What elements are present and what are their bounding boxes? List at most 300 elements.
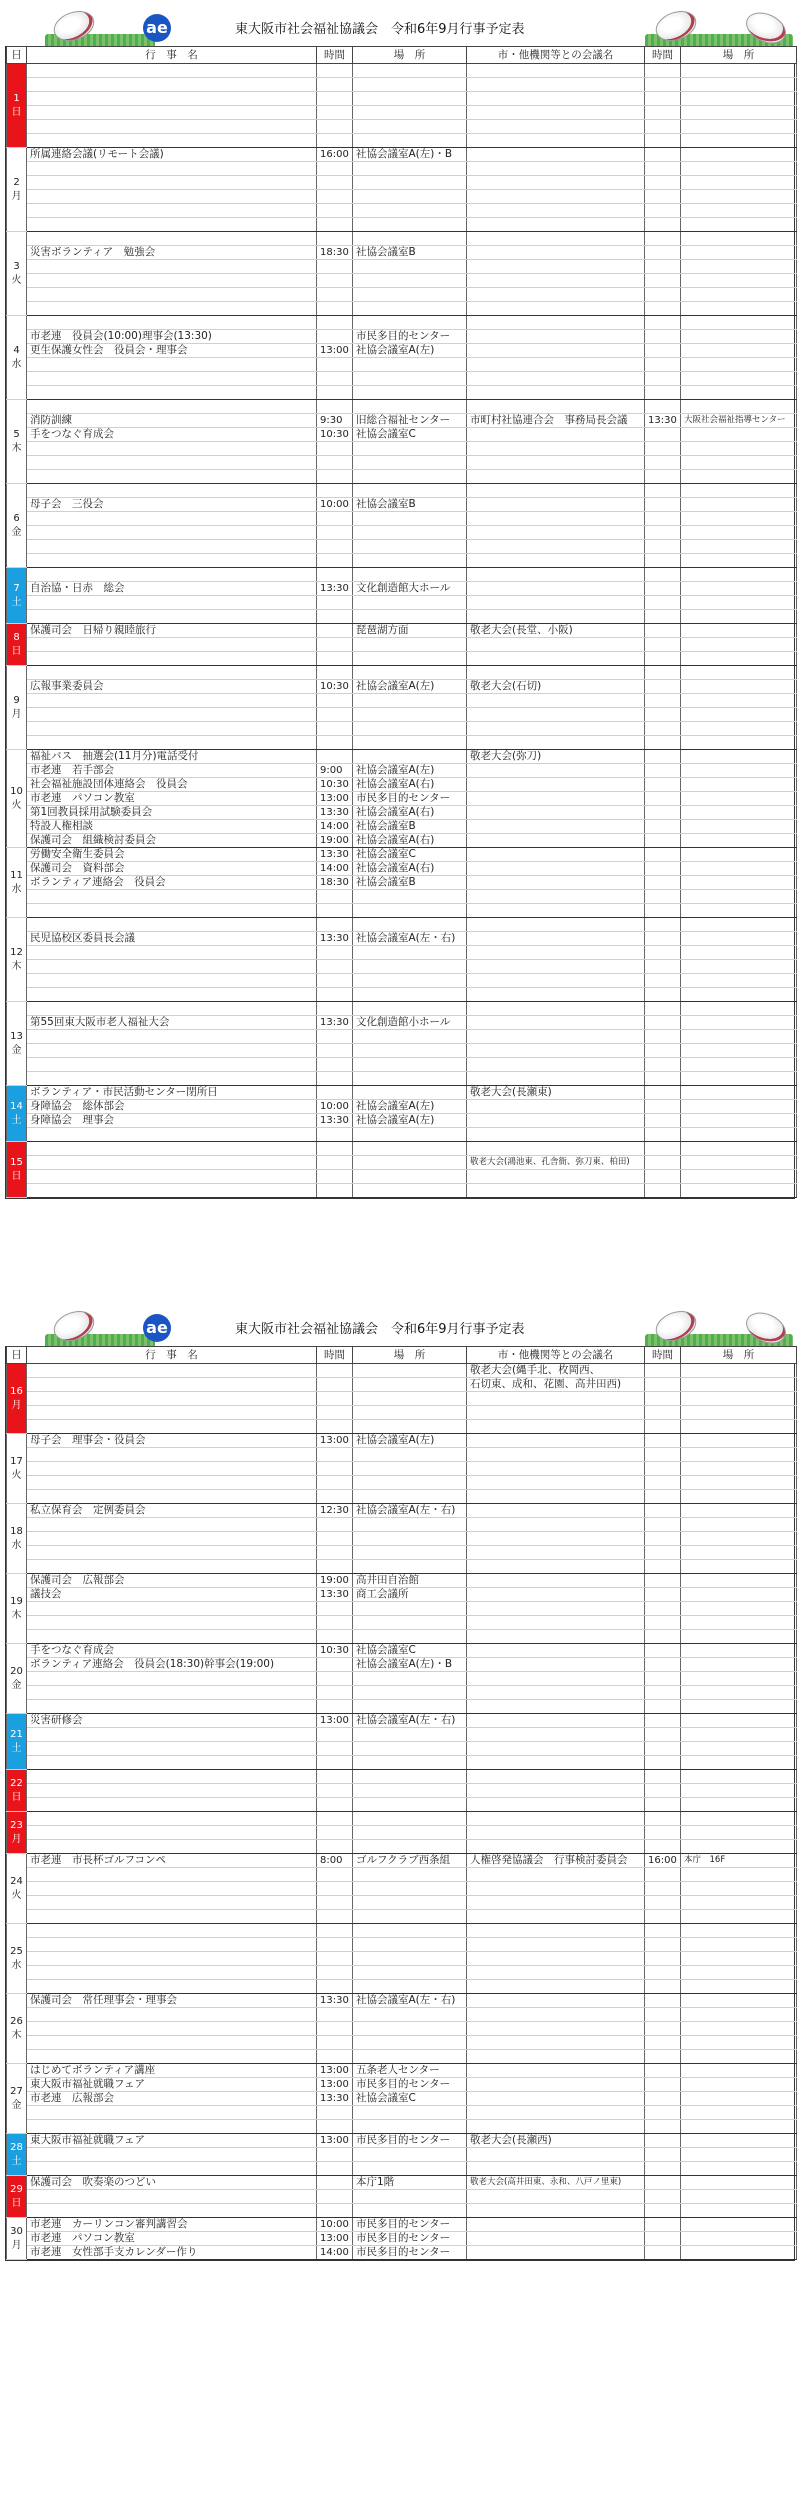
external-time — [645, 1770, 681, 1784]
external-place — [681, 1448, 797, 1462]
external-meeting — [467, 512, 645, 526]
event-name — [27, 2022, 317, 2036]
external-time — [645, 1896, 681, 1910]
external-time — [645, 1044, 681, 1058]
table-row — [7, 1686, 797, 1700]
event-name: 身障協会 理事会 — [27, 1114, 317, 1128]
external-meeting — [467, 78, 645, 92]
external-place — [681, 1686, 797, 1700]
external-place — [681, 316, 797, 330]
event-name — [27, 302, 317, 316]
external-meeting — [467, 1490, 645, 1504]
table-row — [7, 1924, 797, 1938]
external-time — [645, 386, 681, 400]
table-row — [7, 904, 797, 918]
external-place — [681, 1756, 797, 1770]
day-number: 7 — [13, 582, 20, 594]
event-place — [353, 1044, 467, 1058]
event-time — [317, 652, 353, 666]
event-name: 東大阪市福祉就職フェア — [27, 2078, 317, 2092]
external-place — [681, 694, 797, 708]
external-time — [645, 1420, 681, 1434]
day-cell — [7, 1714, 27, 1770]
day-number: 10 — [10, 785, 23, 797]
external-meeting — [467, 1952, 645, 1966]
external-place — [681, 2204, 797, 2218]
event-place: 社協会議室A(右) — [353, 806, 467, 820]
event-time — [317, 1616, 353, 1630]
event-place — [353, 1378, 467, 1392]
event-time: 10:00 — [317, 1100, 353, 1114]
header-other: 市・他機関等との会議名 — [467, 1347, 645, 1364]
event-name: はじめてボランティア講座 — [27, 2064, 317, 2078]
day-number: 18 — [10, 1525, 23, 1537]
external-place — [681, 1616, 797, 1630]
table-row — [7, 1072, 797, 1086]
table-row — [7, 2106, 797, 2120]
event-place: 市民多目的センター — [353, 2232, 467, 2246]
event-name — [27, 736, 317, 750]
external-time — [645, 2246, 681, 2260]
event-place — [353, 750, 467, 764]
event-name — [27, 1406, 317, 1420]
external-place — [681, 750, 797, 764]
external-meeting — [467, 1840, 645, 1854]
event-name: 市老連 役員会(10:00)理事会(13:30) — [27, 330, 317, 344]
day-cell — [7, 666, 27, 750]
external-time — [645, 1128, 681, 1142]
external-place — [681, 1896, 797, 1910]
event-name — [27, 1170, 317, 1184]
day-cell — [7, 1924, 27, 1994]
event-time — [317, 512, 353, 526]
external-time — [645, 960, 681, 974]
table-row — [7, 834, 797, 848]
event-name: 保護司会 吹奏楽のつどい — [27, 2176, 317, 2190]
day-cell — [7, 64, 27, 148]
event-place: 五条老人センター — [353, 2064, 467, 2078]
external-time — [645, 568, 681, 582]
external-meeting — [467, 1574, 645, 1588]
external-place — [681, 246, 797, 260]
event-time — [317, 1128, 353, 1142]
event-place — [353, 1700, 467, 1714]
external-time — [645, 344, 681, 358]
table-row — [7, 764, 797, 778]
external-meeting — [467, 1030, 645, 1044]
table-row — [7, 918, 797, 932]
table-row — [7, 1812, 797, 1826]
table-row — [7, 1490, 797, 1504]
event-time — [317, 1420, 353, 1434]
external-time — [645, 498, 681, 512]
event-time — [317, 1980, 353, 1994]
external-meeting — [467, 2162, 645, 2176]
event-place — [353, 652, 467, 666]
event-name — [27, 1840, 317, 1854]
external-time — [645, 708, 681, 722]
external-meeting — [467, 260, 645, 274]
table-row — [7, 750, 797, 764]
event-place: 市民多目的センター — [353, 792, 467, 806]
external-meeting — [467, 1868, 645, 1882]
external-meeting — [467, 484, 645, 498]
external-time — [645, 2204, 681, 2218]
external-meeting — [467, 1518, 645, 1532]
external-meeting — [467, 974, 645, 988]
event-name: 東大阪市福祉就職フェア — [27, 2134, 317, 2148]
event-name: ボランティア連絡会 役員会(18:30)幹事会(19:00) — [27, 1658, 317, 1672]
event-time: 13:00 — [317, 1434, 353, 1448]
external-time — [645, 946, 681, 960]
table-row — [7, 414, 797, 428]
event-place: 社協会議室A(左・右) — [353, 1714, 467, 1728]
external-meeting — [467, 988, 645, 1002]
external-place — [681, 2246, 797, 2260]
event-name — [27, 1812, 317, 1826]
event-name — [27, 64, 317, 78]
external-place — [681, 1170, 797, 1184]
table-row — [7, 1994, 797, 2008]
external-time — [645, 624, 681, 638]
weekday: 金 — [11, 1679, 22, 1691]
event-time: 13:30 — [317, 1994, 353, 2008]
weekday: 土 — [11, 1114, 22, 1126]
external-meeting — [467, 1476, 645, 1490]
event-place: 社協会議室C — [353, 2092, 467, 2106]
event-name: 市老連 女性部手支カレンダー作り — [27, 2246, 317, 2260]
event-place — [353, 722, 467, 736]
event-place: 文化創造館大ホール — [353, 582, 467, 596]
event-time — [317, 190, 353, 204]
external-place — [681, 890, 797, 904]
external-meeting — [467, 190, 645, 204]
header-other: 市・他機関等との会議名 — [467, 47, 645, 64]
external-meeting — [467, 162, 645, 176]
weekday: 月 — [11, 1399, 22, 1411]
external-place — [681, 960, 797, 974]
event-place — [353, 974, 467, 988]
external-meeting: 敬老大会(長瀬西) — [467, 2134, 645, 2148]
event-place — [353, 904, 467, 918]
external-time — [645, 974, 681, 988]
day-cell — [7, 1644, 27, 1714]
external-time — [645, 358, 681, 372]
external-time — [645, 1672, 681, 1686]
external-meeting — [467, 1016, 645, 1030]
event-name: 市老連 パソコン教室 — [27, 792, 317, 806]
event-place: 社協会議室A(左・右) — [353, 932, 467, 946]
event-place — [353, 288, 467, 302]
table-row — [7, 1420, 797, 1434]
event-place: 旧総合福祉センター — [353, 414, 467, 428]
event-name — [27, 1756, 317, 1770]
external-place — [681, 120, 797, 134]
event-time — [317, 1728, 353, 1742]
external-time — [645, 330, 681, 344]
event-name — [27, 1980, 317, 1994]
external-place — [681, 260, 797, 274]
event-time — [317, 1476, 353, 1490]
header-place2: 場 所 — [681, 1347, 797, 1364]
day-number: 14 — [10, 1100, 23, 1112]
table-row — [7, 1602, 797, 1616]
event-place: 市民多目的センター — [353, 2134, 467, 2148]
external-meeting — [467, 1980, 645, 1994]
event-time — [317, 610, 353, 624]
event-name: 広報事業委員会 — [27, 680, 317, 694]
external-place — [681, 1644, 797, 1658]
external-place — [681, 792, 797, 806]
event-name — [27, 1966, 317, 1980]
event-place — [353, 1392, 467, 1406]
day-number: 23 — [10, 1819, 23, 1831]
event-place — [353, 708, 467, 722]
event-name — [27, 1476, 317, 1490]
external-time — [645, 750, 681, 764]
event-place — [353, 1840, 467, 1854]
table-row — [7, 1044, 797, 1058]
event-place: 社協会議室B — [353, 498, 467, 512]
external-meeting — [467, 134, 645, 148]
external-meeting — [467, 1826, 645, 1840]
event-time: 9:00 — [317, 764, 353, 778]
table-row — [7, 2050, 797, 2064]
external-place — [681, 134, 797, 148]
event-place — [353, 1058, 467, 1072]
table-row — [7, 274, 797, 288]
table-row — [7, 106, 797, 120]
event-time — [317, 2204, 353, 2218]
external-place — [681, 806, 797, 820]
external-place — [681, 540, 797, 554]
external-meeting — [467, 1644, 645, 1658]
external-place — [681, 1742, 797, 1756]
external-time — [645, 2106, 681, 2120]
external-time — [645, 2218, 681, 2232]
external-place — [681, 106, 797, 120]
event-name — [27, 106, 317, 120]
event-time — [317, 540, 353, 554]
event-place — [353, 1980, 467, 1994]
table-row — [7, 1504, 797, 1518]
table-row — [7, 1434, 797, 1448]
header-day: 日 — [7, 47, 27, 64]
event-name — [27, 512, 317, 526]
external-time — [645, 246, 681, 260]
external-meeting — [467, 1504, 645, 1518]
event-time — [317, 274, 353, 288]
day-cell — [7, 400, 27, 484]
event-place — [353, 554, 467, 568]
event-name: 手をつなぐ育成会 — [27, 428, 317, 442]
event-place: 社協会議室C — [353, 1644, 467, 1658]
external-meeting — [467, 1630, 645, 1644]
event-place — [353, 1476, 467, 1490]
event-name — [27, 694, 317, 708]
external-time — [645, 1504, 681, 1518]
external-time — [645, 1406, 681, 1420]
event-time — [317, 694, 353, 708]
external-time — [645, 904, 681, 918]
day-number: 12 — [10, 946, 23, 958]
event-place — [353, 1560, 467, 1574]
external-meeting — [467, 2232, 645, 2246]
event-time: 8:00 — [317, 1854, 353, 1868]
external-place — [681, 1714, 797, 1728]
table-row — [7, 736, 797, 750]
external-meeting — [467, 2078, 645, 2092]
external-meeting — [467, 1756, 645, 1770]
external-time — [645, 288, 681, 302]
day-number: 9 — [13, 694, 20, 706]
external-meeting — [467, 764, 645, 778]
day-cell — [7, 1086, 27, 1142]
event-name — [27, 400, 317, 414]
external-meeting — [467, 204, 645, 218]
table-row — [7, 2092, 797, 2106]
external-time — [645, 134, 681, 148]
event-name — [27, 1700, 317, 1714]
external-place — [681, 456, 797, 470]
external-meeting — [467, 736, 645, 750]
external-meeting — [467, 610, 645, 624]
event-time — [317, 2190, 353, 2204]
external-time — [645, 540, 681, 554]
event-time: 14:00 — [317, 862, 353, 876]
external-time — [645, 1714, 681, 1728]
event-place: 文化創造館小ホール — [353, 1016, 467, 1030]
external-meeting: 敬老大会(長瀬東) — [467, 1086, 645, 1100]
external-time — [645, 274, 681, 288]
event-name — [27, 1546, 317, 1560]
weekday: 木 — [11, 960, 22, 972]
external-meeting — [467, 1462, 645, 1476]
day-cell — [7, 1504, 27, 1574]
table-row — [7, 330, 797, 344]
external-time: 16:00 — [645, 1854, 681, 1868]
event-place: 商工会議所 — [353, 1588, 467, 1602]
table-row — [7, 596, 797, 610]
day-number: 4 — [13, 344, 20, 356]
day-cell — [7, 568, 27, 624]
event-time: 18:30 — [317, 876, 353, 890]
external-meeting — [467, 456, 645, 470]
external-place — [681, 1504, 797, 1518]
event-place — [353, 1938, 467, 1952]
table-row — [7, 428, 797, 442]
event-name — [27, 470, 317, 484]
external-place — [681, 1728, 797, 1742]
external-time — [645, 428, 681, 442]
event-place — [353, 1952, 467, 1966]
event-place — [353, 1966, 467, 1980]
external-meeting — [467, 918, 645, 932]
external-time — [645, 2176, 681, 2190]
event-time — [317, 1490, 353, 1504]
event-name: 保護司会 日帰り親睦旅行 — [27, 624, 317, 638]
table-row — [7, 1742, 797, 1756]
event-name — [27, 1868, 317, 1882]
event-time — [317, 1784, 353, 1798]
event-name: 私立保育会 定例委員会 — [27, 1504, 317, 1518]
weekday: 日 — [11, 106, 22, 118]
day-cell — [7, 848, 27, 918]
table-row — [7, 1728, 797, 1742]
event-time — [317, 2008, 353, 2022]
table-row — [7, 1658, 797, 1672]
event-time — [317, 890, 353, 904]
external-place — [681, 512, 797, 526]
external-place — [681, 1588, 797, 1602]
external-time — [645, 1490, 681, 1504]
event-time — [317, 722, 353, 736]
external-time — [645, 834, 681, 848]
event-name — [27, 358, 317, 372]
event-time — [317, 1868, 353, 1882]
event-time — [317, 162, 353, 176]
external-meeting — [467, 596, 645, 610]
header-time: 時間 — [317, 47, 353, 64]
event-name — [27, 1728, 317, 1742]
event-time — [317, 1602, 353, 1616]
event-name — [27, 1686, 317, 1700]
event-name — [27, 190, 317, 204]
event-time: 9:30 — [317, 414, 353, 428]
external-meeting — [467, 666, 645, 680]
event-place: 社協会議室A(左)・B — [353, 1658, 467, 1672]
event-place — [353, 232, 467, 246]
external-meeting — [467, 2190, 645, 2204]
table-row — [7, 1574, 797, 1588]
table-row — [7, 1406, 797, 1420]
table-row — [7, 64, 797, 78]
table-row — [7, 1128, 797, 1142]
weekday: 水 — [11, 358, 22, 370]
day-cell — [7, 1434, 27, 1504]
event-name: 市老連 市長杯ゴルフコンペ — [27, 1854, 317, 1868]
event-place — [353, 988, 467, 1002]
event-time: 13:30 — [317, 806, 353, 820]
external-place — [681, 1378, 797, 1392]
event-place — [353, 2106, 467, 2120]
event-place — [353, 1184, 467, 1198]
external-time — [645, 1868, 681, 1882]
event-place — [353, 1826, 467, 1840]
event-name: 更生保護女性会 役員会・理事会 — [27, 344, 317, 358]
external-meeting — [467, 708, 645, 722]
event-place — [353, 960, 467, 974]
external-meeting — [467, 1742, 645, 1756]
table-row — [7, 1086, 797, 1100]
external-time — [645, 694, 681, 708]
event-name — [27, 1044, 317, 1058]
day-number: 19 — [10, 1595, 23, 1607]
event-time — [317, 1170, 353, 1184]
external-place — [681, 778, 797, 792]
external-place — [681, 1994, 797, 2008]
external-meeting — [467, 1658, 645, 1672]
event-time — [317, 554, 353, 568]
event-name: 第1回教員採用試験委員会 — [27, 806, 317, 820]
event-name — [27, 1938, 317, 1952]
external-place — [681, 1462, 797, 1476]
event-name — [27, 918, 317, 932]
weekday: 金 — [11, 526, 22, 538]
weekday: 日 — [11, 1791, 22, 1803]
event-place: 市民多目的センター — [353, 2218, 467, 2232]
table-row — [7, 1184, 797, 1198]
